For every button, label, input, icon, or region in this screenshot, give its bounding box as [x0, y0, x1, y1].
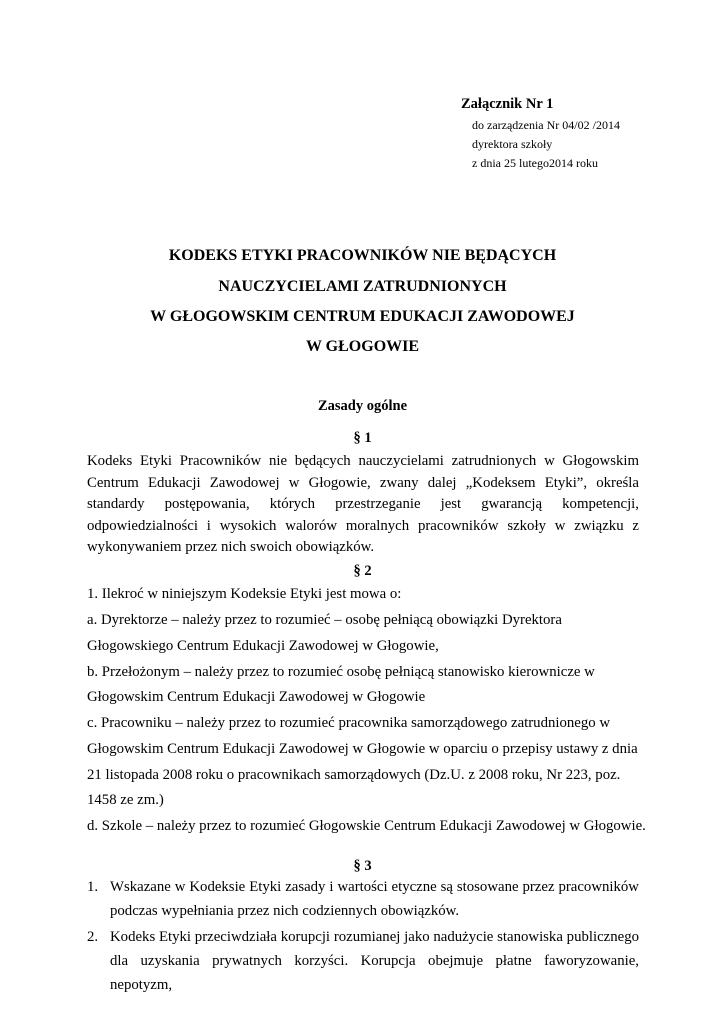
definition-line: 1458 ze zm.) [87, 792, 164, 808]
definition-line: a. Dyrektorze – należy przez to rozumieć – osobę pełniącą obowiązki Dyrektora [87, 612, 562, 628]
list-item-text: Wskazane w Kodeksie Etyki zasady i wartości etyczne są stosowane przez pracowników podczas wypełniania przez nich codziennych obowiązków. [110, 879, 639, 919]
paragraph-1-text: Kodeks Etyki Pracowników nie będących nauczycielami zatrudnionych w Głogowskim Centrum Edukacji Zawodowej w Głogowie, zwany dalej „Kodeksem Etyki”, określa standardy postępowania, których przestrzeganie jest gwarancją kompetencji, odpowiedzialności i wysokich walorów moralnych pracowników szkoły w związku z wykonywaniem przez nich swoich obowiązków. [87, 453, 639, 556]
annex-line-date: z dnia 25 lutego2014 roku [472, 156, 598, 170]
definition-line: 21 listopada 2008 roku o pracownikach samorządowych (Dz.U. z 2008 roku, Nr 223, poz. [87, 767, 621, 783]
definition-line: b. Przełożonym – należy przez to rozumieć osobę pełniącą stanowisko kierownicze w [87, 664, 595, 680]
annex-line-decree: do zarządzenia Nr 04/02 /2014 [472, 118, 620, 132]
list-item [87, 875, 639, 923]
definition-intro: 1. Ilekroć w niniejszym Kodeksie Etyki jest mowa o: [87, 586, 402, 602]
definition-line: Głogowskim Centrum Edukacji Zawodowej w Głogowie w oparciu o przepisy ustawy z dnia [87, 741, 638, 757]
list-item-text: Kodeks Etyki przeciwdziała korupcji rozumianej jako nadużycie stanowiska publicznego dla uzyskania prywatnych korzyści. Korupcja obejmuje płatne faworyzowanie, nepotyzm, [110, 929, 639, 993]
definition-line: Głogowskim Centrum Edukacji Zawodowej w Głogowie [87, 689, 426, 705]
definition-line: Głogowskiego Centrum Edukacji Zawodowej w Głogowie, [87, 638, 439, 654]
list-item-number: 1. [87, 879, 99, 895]
definition-line: c. Pracowniku – należy przez to rozumieć pracownika samorządowego zatrudnionego w [87, 715, 611, 731]
document-title-line-4: W GŁOGOWIE [305, 338, 420, 355]
annex-line-director: dyrektora szkoły [472, 137, 553, 151]
paragraph-3-heading: § 3 [353, 858, 372, 874]
document-title-line-3: W GŁOGOWSKIM CENTRUM EDUKACJI ZAWODOWEJ [150, 308, 575, 325]
section-heading-general: Zasady ogólne [317, 398, 408, 414]
annex-title: Załącznik Nr 1 [461, 96, 554, 112]
definition-line: d. Szkole – należy przez to rozumieć Głogowskie Centrum Edukacji Zawodowej w Głogowie. [87, 818, 646, 834]
list-item [87, 925, 639, 997]
list-item-number: 2. [87, 929, 99, 945]
paragraph-2-heading: § 2 [353, 563, 372, 579]
document-title-line-2: NAUCZYCIELAMI ZATRUDNIONYCH [218, 278, 507, 295]
paragraph-1-heading: § 1 [353, 430, 372, 446]
document-title-line-1: KODEKS ETYKI PRACOWNIKÓW NIE BĘDĄCYCH [168, 247, 557, 264]
